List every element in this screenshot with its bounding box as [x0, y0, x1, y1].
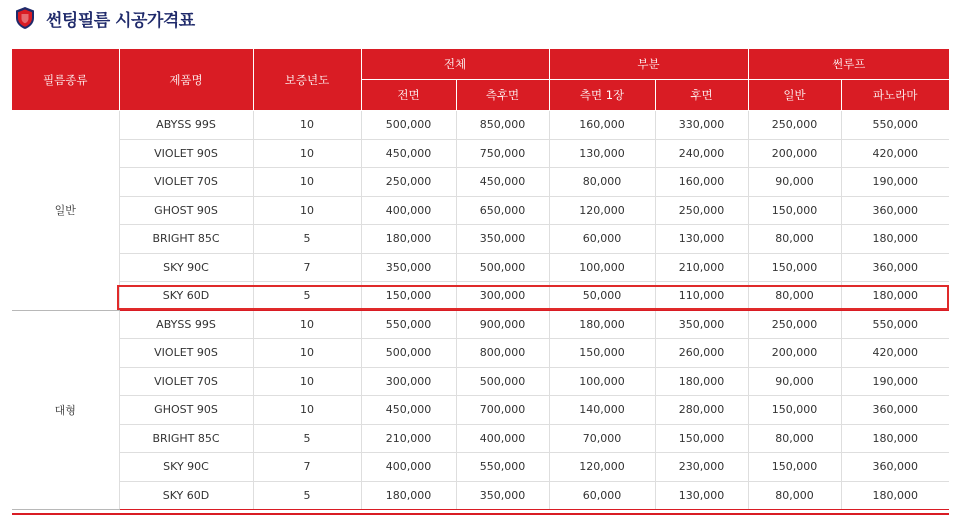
price-cell: 450,000 — [361, 396, 456, 425]
product-name-cell: VIOLET 90S — [119, 339, 253, 368]
header-sunroof-normal: 일반 — [748, 80, 841, 111]
table-row — [12, 282, 949, 311]
table-row — [12, 310, 949, 339]
price-cell: 180,000 — [841, 481, 949, 510]
price-cell: 360,000 — [841, 396, 949, 425]
warranty-cell: 10 — [253, 139, 361, 168]
price-cell: 350,000 — [456, 481, 549, 510]
price-cell: 250,000 — [655, 196, 748, 225]
price-cell: 100,000 — [549, 367, 655, 396]
header-product: 제품명 — [119, 49, 253, 111]
price-cell: 130,000 — [655, 225, 748, 254]
table-row — [12, 253, 949, 282]
table-bottom-border — [12, 513, 949, 515]
price-cell: 350,000 — [655, 310, 748, 339]
price-cell: 500,000 — [456, 367, 549, 396]
price-cell: 90,000 — [748, 168, 841, 197]
price-cell: 400,000 — [456, 424, 549, 453]
price-cell: 160,000 — [549, 111, 655, 140]
film-type-cell: 대형 — [12, 310, 119, 510]
price-cell: 80,000 — [748, 424, 841, 453]
table-row — [12, 196, 949, 225]
price-cell: 260,000 — [655, 339, 748, 368]
price-cell: 360,000 — [841, 453, 949, 482]
header-warranty: 보증년도 — [253, 49, 361, 111]
price-cell: 80,000 — [748, 225, 841, 254]
price-cell: 130,000 — [655, 481, 748, 510]
warranty-cell: 7 — [253, 253, 361, 282]
price-cell: 130,000 — [549, 139, 655, 168]
header-side-rear: 측후면 — [456, 80, 549, 111]
price-cell: 90,000 — [748, 367, 841, 396]
warranty-cell: 10 — [253, 339, 361, 368]
header-sunroof: 썬루프 — [748, 49, 949, 80]
price-cell: 850,000 — [456, 111, 549, 140]
price-cell: 300,000 — [456, 282, 549, 311]
price-cell: 150,000 — [549, 339, 655, 368]
shield-icon — [14, 6, 36, 30]
price-cell: 800,000 — [456, 339, 549, 368]
price-cell: 500,000 — [361, 111, 456, 140]
product-name-cell: SKY 60D — [119, 282, 253, 311]
product-name-cell: BRIGHT 85C — [119, 424, 253, 453]
warranty-cell: 10 — [253, 196, 361, 225]
price-cell: 100,000 — [549, 253, 655, 282]
page-header — [14, 4, 195, 32]
price-cell: 700,000 — [456, 396, 549, 425]
warranty-cell: 10 — [253, 396, 361, 425]
price-cell: 150,000 — [748, 196, 841, 225]
price-cell: 250,000 — [748, 111, 841, 140]
warranty-cell: 5 — [253, 481, 361, 510]
table-row — [12, 424, 949, 453]
price-cell: 120,000 — [549, 196, 655, 225]
product-name-cell: VIOLET 70S — [119, 168, 253, 197]
price-cell: 80,000 — [748, 282, 841, 311]
warranty-cell: 5 — [253, 282, 361, 311]
header-film-type: 필름종류 — [12, 49, 119, 111]
price-cell: 450,000 — [361, 139, 456, 168]
product-name-cell: SKY 90C — [119, 453, 253, 482]
price-cell: 900,000 — [456, 310, 549, 339]
price-cell: 190,000 — [841, 168, 949, 197]
price-cell: 180,000 — [549, 310, 655, 339]
price-cell: 420,000 — [841, 139, 949, 168]
price-cell: 280,000 — [655, 396, 748, 425]
film-type-cell: 일반 — [12, 111, 119, 311]
header-rear: 후면 — [655, 80, 748, 111]
price-cell: 180,000 — [841, 424, 949, 453]
price-cell: 550,000 — [841, 310, 949, 339]
price-cell: 150,000 — [361, 282, 456, 311]
price-cell: 360,000 — [841, 196, 949, 225]
table-row — [12, 481, 949, 510]
price-cell: 330,000 — [655, 111, 748, 140]
header-partial: 부분 — [549, 49, 748, 80]
price-cell: 80,000 — [748, 481, 841, 510]
header-full: 전체 — [361, 49, 549, 80]
table-row — [12, 139, 949, 168]
table-row — [12, 111, 949, 140]
price-cell: 550,000 — [456, 453, 549, 482]
price-cell: 210,000 — [655, 253, 748, 282]
price-cell: 70,000 — [549, 424, 655, 453]
product-name-cell: GHOST 90S — [119, 396, 253, 425]
warranty-cell: 10 — [253, 111, 361, 140]
warranty-cell: 10 — [253, 310, 361, 339]
price-cell: 400,000 — [361, 453, 456, 482]
warranty-cell: 10 — [253, 367, 361, 396]
price-cell: 80,000 — [549, 168, 655, 197]
product-name-cell: ABYSS 99S — [119, 310, 253, 339]
price-cell: 140,000 — [549, 396, 655, 425]
price-cell: 230,000 — [655, 453, 748, 482]
price-cell: 150,000 — [748, 396, 841, 425]
price-cell: 650,000 — [456, 196, 549, 225]
product-name-cell: BRIGHT 85C — [119, 225, 253, 254]
price-cell: 250,000 — [361, 168, 456, 197]
price-cell: 150,000 — [748, 253, 841, 282]
price-cell: 180,000 — [841, 282, 949, 311]
product-name-cell: SKY 90C — [119, 253, 253, 282]
price-cell: 60,000 — [549, 225, 655, 254]
price-table — [12, 49, 949, 510]
price-cell: 500,000 — [456, 253, 549, 282]
price-table-body — [12, 111, 949, 510]
product-name-cell: SKY 60D — [119, 481, 253, 510]
price-cell: 400,000 — [361, 196, 456, 225]
price-cell: 60,000 — [549, 481, 655, 510]
price-cell: 180,000 — [655, 367, 748, 396]
table-row — [12, 168, 949, 197]
price-cell: 350,000 — [361, 253, 456, 282]
price-cell: 160,000 — [655, 168, 748, 197]
header-sunroof-panorama: 파노라마 — [841, 80, 949, 111]
price-cell: 450,000 — [456, 168, 549, 197]
price-cell: 200,000 — [748, 339, 841, 368]
table-row — [12, 225, 949, 254]
price-cell: 420,000 — [841, 339, 949, 368]
product-name-cell: VIOLET 90S — [119, 139, 253, 168]
warranty-cell: 7 — [253, 453, 361, 482]
price-cell: 750,000 — [456, 139, 549, 168]
price-cell: 500,000 — [361, 339, 456, 368]
warranty-cell: 10 — [253, 168, 361, 197]
price-cell: 240,000 — [655, 139, 748, 168]
price-cell: 120,000 — [549, 453, 655, 482]
price-cell: 200,000 — [748, 139, 841, 168]
header-side-single: 측면 1장 — [549, 80, 655, 111]
price-cell: 360,000 — [841, 253, 949, 282]
price-cell: 250,000 — [748, 310, 841, 339]
price-cell: 190,000 — [841, 367, 949, 396]
table-row — [12, 453, 949, 482]
price-cell: 150,000 — [655, 424, 748, 453]
price-cell: 550,000 — [841, 111, 949, 140]
warranty-cell: 5 — [253, 424, 361, 453]
table-row — [12, 367, 949, 396]
table-row — [12, 339, 949, 368]
price-cell: 150,000 — [748, 453, 841, 482]
price-cell: 300,000 — [361, 367, 456, 396]
price-cell: 180,000 — [361, 225, 456, 254]
product-name-cell: ABYSS 99S — [119, 111, 253, 140]
price-cell: 550,000 — [361, 310, 456, 339]
table-row — [12, 396, 949, 425]
price-cell: 350,000 — [456, 225, 549, 254]
price-cell: 110,000 — [655, 282, 748, 311]
product-name-cell: GHOST 90S — [119, 196, 253, 225]
warranty-cell: 5 — [253, 225, 361, 254]
price-cell: 180,000 — [841, 225, 949, 254]
price-cell: 210,000 — [361, 424, 456, 453]
header-front: 전면 — [361, 80, 456, 111]
price-cell: 50,000 — [549, 282, 655, 311]
product-name-cell: VIOLET 70S — [119, 367, 253, 396]
page-title: 썬팅필름 시공가격표 — [46, 10, 195, 31]
price-cell: 180,000 — [361, 481, 456, 510]
